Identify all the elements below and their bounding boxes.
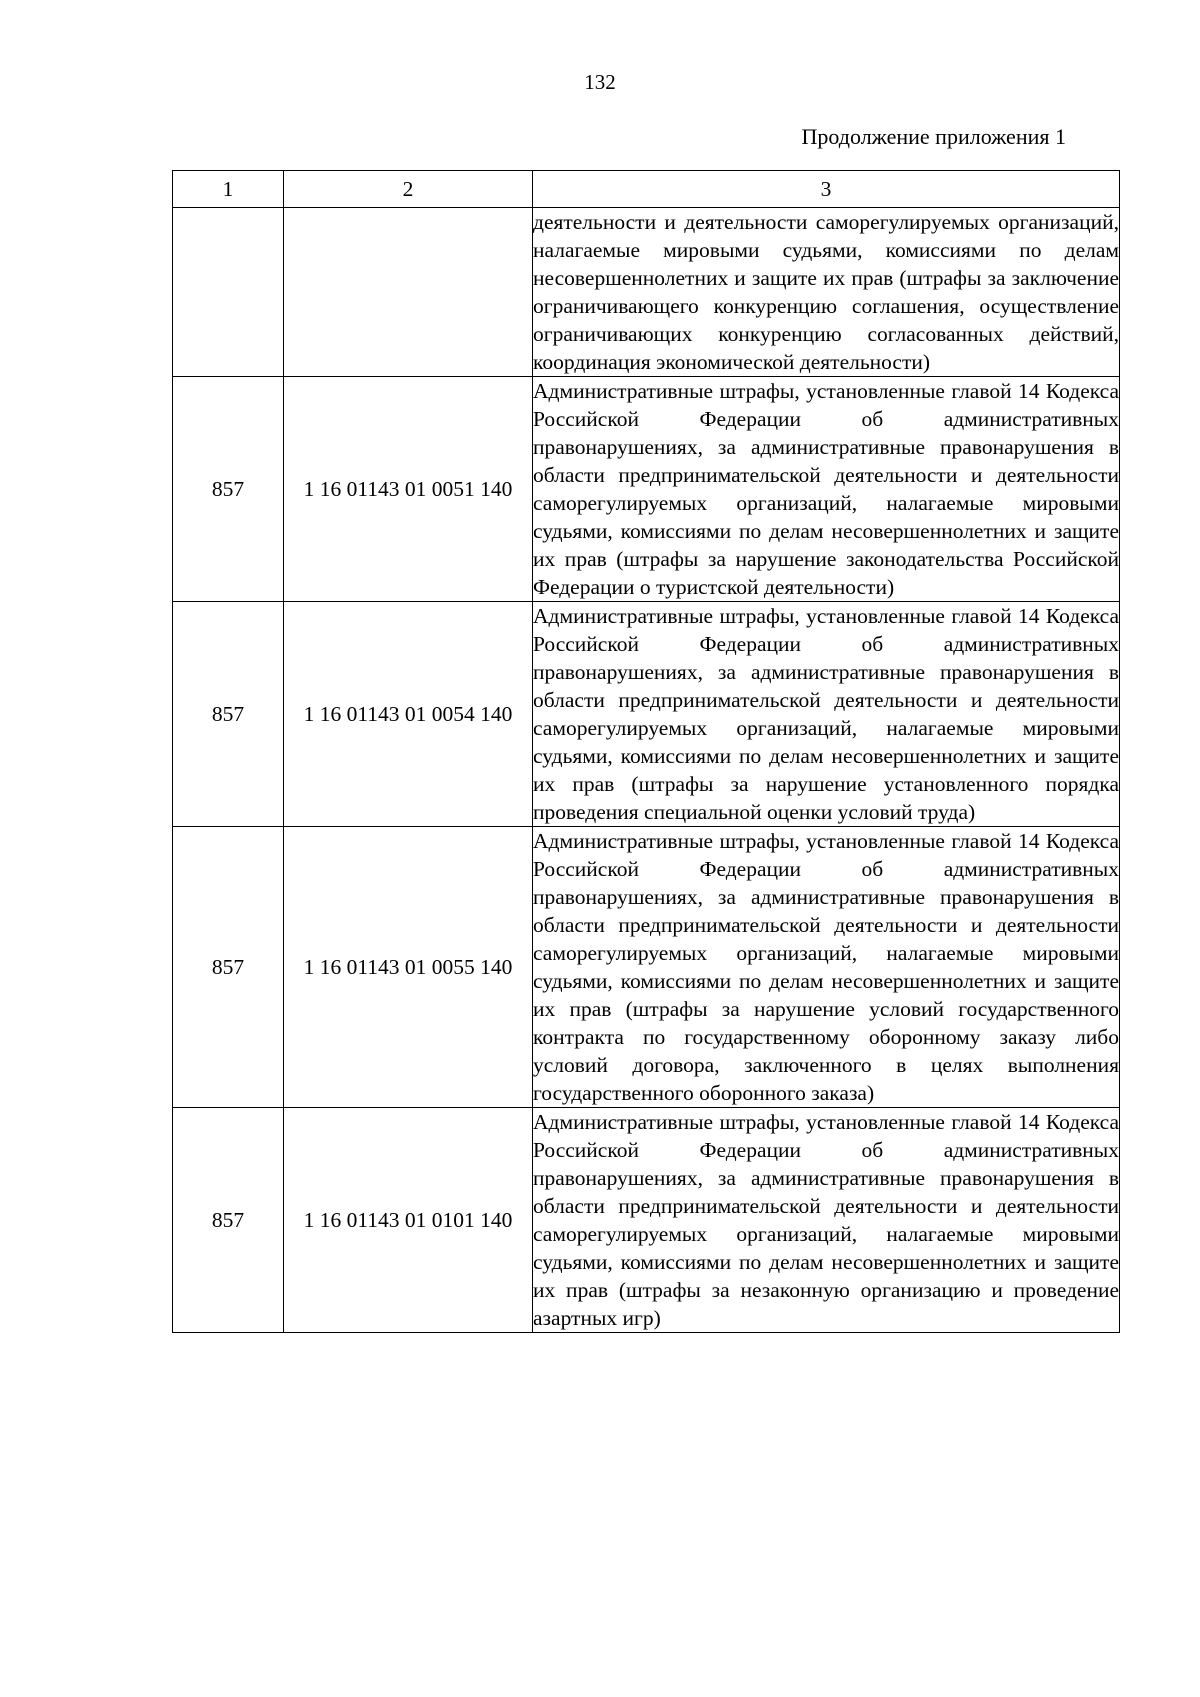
table-row (173, 208, 1120, 377)
admin-code-cell: 857 (173, 602, 284, 827)
table-row (173, 1108, 1120, 1333)
description-cell: Административные штрафы, установленные главой 14 Кодекса Российской Федерации об административных правонарушениях, за административные правонарушения в области предпринимательской деятельности и деятельности саморегулируемых организаций, налагаемые мировыми судьями, комиссиями по делам несовершеннолетних и защите их прав (штрафы за незаконную организацию и проведение азартных игр) (533, 1108, 1120, 1333)
column-header-2: 2 (284, 171, 533, 208)
column-header-3: 3 (533, 171, 1120, 208)
admin-code-cell: 857 (173, 1108, 284, 1333)
revenue-code-cell (284, 208, 533, 377)
revenue-code-cell: 1 16 01143 01 0051 140 (284, 377, 533, 602)
table-row (173, 377, 1120, 602)
admin-code-cell (173, 208, 284, 377)
description-cell: Административные штрафы, установленные главой 14 Кодекса Российской Федерации об административных правонарушениях, за административные правонарушения в области предпринимательской деятельности и деятельности саморегулируемых организаций, налагаемые мировыми судьями, комиссиями по делам несовершеннолетних и защите их прав (штрафы за нарушение условий государственного контракта по государственному оборонному заказу либо условий договора, заключенного в целях выполнения государственного оборонного заказа) (533, 827, 1120, 1108)
table-row (173, 602, 1120, 827)
table-header-row (173, 171, 1120, 208)
revenue-code-cell: 1 16 01143 01 0054 140 (284, 602, 533, 827)
continuation-label: Продолжение приложения 1 (801, 124, 1066, 149)
revenue-code-cell: 1 16 01143 01 0101 140 (284, 1108, 533, 1333)
revenue-code-cell: 1 16 01143 01 0055 140 (284, 827, 533, 1108)
admin-code-cell: 857 (173, 377, 284, 602)
appendix-table (172, 170, 1120, 1333)
table-row (173, 827, 1120, 1108)
description-cell: Административные штрафы, установленные главой 14 Кодекса Российской Федерации об административных правонарушениях, за административные правонарушения в области предпринимательской деятельности и деятельности саморегулируемых организаций, налагаемые мировыми судьями, комиссиями по делам несовершеннолетних и защите их прав (штрафы за нарушение установленного порядка проведения специальной оценки условий труда) (533, 602, 1120, 827)
page-number: 132 (584, 70, 616, 94)
description-cell: деятельности и деятельности саморегулируемых организаций, налагаемые мировыми судьями, комиссиями по делам несовершеннолетних и защите их прав (штрафы за заключение ограничивающего конкуренцию соглашения, осуществление ограничивающих конкуренцию согласованных действий, координация экономической деятельности) (533, 208, 1120, 377)
admin-code-cell: 857 (173, 827, 284, 1108)
column-header-1: 1 (173, 171, 284, 208)
description-cell: Административные штрафы, установленные главой 14 Кодекса Российской Федерации об административных правонарушениях, за административные правонарушения в области предпринимательской деятельности и деятельности саморегулируемых организаций, налагаемые мировыми судьями, комиссиями по делам несовершеннолетних и защите их прав (штрафы за нарушение законодательства Российской Федерации о туристской деятельности) (533, 377, 1120, 602)
